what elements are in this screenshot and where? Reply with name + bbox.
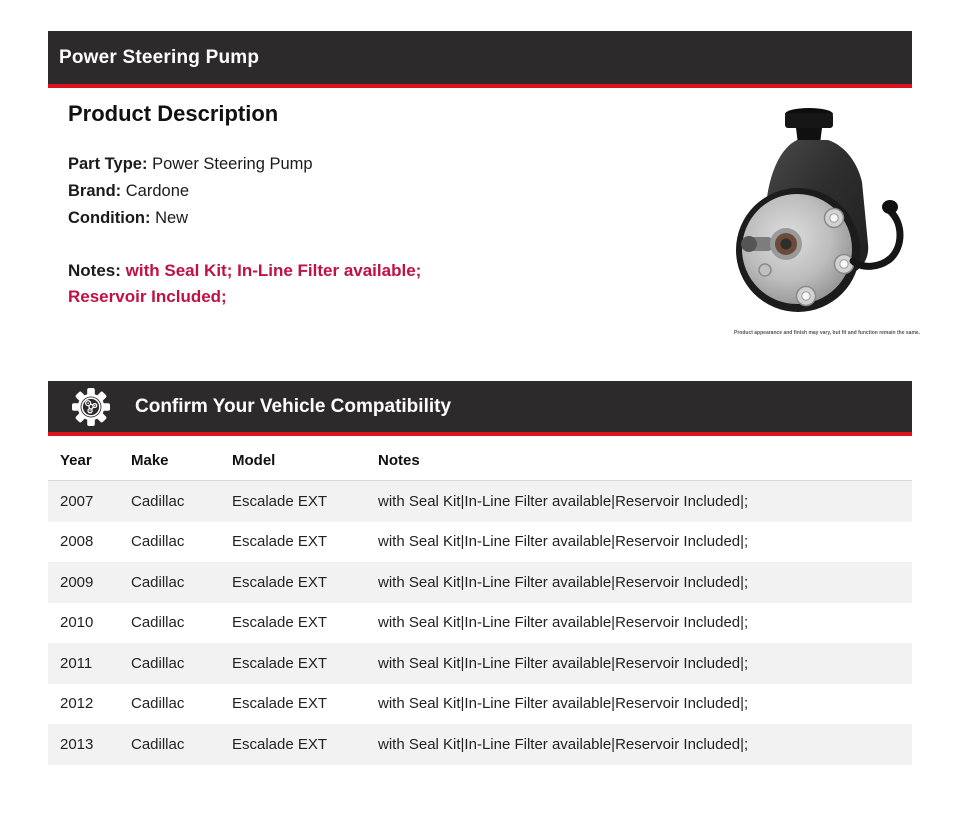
cell-year: 2013 [60, 735, 94, 753]
cell-notes: with Seal Kit|In-Line Filter available|Reservoir Included|; [378, 533, 749, 551]
cell-make: Cadillac [131, 735, 185, 753]
cell-make: Cadillac [131, 654, 185, 672]
cell-year: 2010 [60, 614, 94, 632]
cell-model: Escalade EXT [232, 533, 328, 551]
field-value: Power Steering Pump [152, 155, 313, 173]
cell-model: Escalade EXT [232, 492, 328, 510]
cell-make: Cadillac [131, 492, 185, 510]
cell-notes: with Seal Kit|In-Line Filter available|Reservoir Included|; [378, 735, 749, 753]
gear-chain-icon [72, 388, 110, 426]
cell-year: 2007 [60, 492, 94, 510]
column-header-model: Model [232, 440, 378, 481]
field-label: Brand: [68, 182, 122, 200]
cell-year: 2011 [60, 654, 93, 672]
table-row [48, 481, 912, 522]
page-title: Power Steering Pump [59, 46, 260, 68]
product-description-heading: Product Description [68, 101, 279, 126]
table-row [48, 562, 912, 603]
cell-notes: with Seal Kit|In-Line Filter available|Reservoir Included|; [378, 492, 749, 510]
table-row [48, 522, 912, 563]
cell-model: Escalade EXT [232, 654, 328, 672]
column-header-year: Year [48, 440, 131, 481]
cell-year: 2012 [60, 695, 94, 713]
cell-notes: with Seal Kit|In-Line Filter available|Reservoir Included|; [378, 573, 749, 591]
cell-year: 2009 [60, 573, 94, 591]
cell-make: Cadillac [131, 695, 185, 713]
cell-notes: with Seal Kit|In-Line Filter available|Reservoir Included|; [378, 654, 749, 672]
table-row [48, 684, 912, 725]
cell-model: Escalade EXT [232, 573, 328, 591]
column-header-notes: Notes [378, 440, 912, 481]
product-image [734, 106, 921, 336]
cell-notes: with Seal Kit|In-Line Filter available|Reservoir Included|; [378, 614, 749, 632]
cell-make: Cadillac [131, 614, 185, 632]
notes-value: with Seal Kit; In-Line Filter available; Reservoir Included; [68, 261, 422, 306]
column-header-make: Make [131, 440, 232, 481]
compatibility-header-bar [48, 381, 912, 436]
table-row [48, 643, 912, 684]
title-bar [48, 31, 912, 88]
image-disclaimer-caption: Product appearance and finish may vary, but fit and function remain the same. [734, 330, 921, 336]
cell-make: Cadillac [131, 573, 185, 591]
cell-notes: with Seal Kit|In-Line Filter available|Reservoir Included|; [378, 695, 749, 713]
notes-line [68, 258, 458, 310]
field-label: Condition: [68, 209, 151, 227]
cell-model: Escalade EXT [232, 695, 328, 713]
notes-label: Notes: [68, 261, 121, 280]
field-label: Part Type: [68, 155, 148, 173]
compatibility-table [48, 440, 912, 765]
compatibility-heading: Confirm Your Vehicle Compatibility [135, 395, 452, 417]
cell-model: Escalade EXT [232, 614, 328, 632]
product-description-section [48, 88, 921, 381]
listing-page [48, 31, 921, 765]
table-row [48, 724, 912, 765]
field-value: Cardone [125, 182, 190, 200]
cell-year: 2008 [60, 533, 94, 551]
table-header-row [48, 440, 912, 481]
cell-make: Cadillac [131, 533, 185, 551]
cell-model: Escalade EXT [232, 735, 328, 753]
table-row [48, 603, 912, 644]
field-value: New [155, 209, 189, 227]
power-steering-pump-photo [734, 106, 906, 328]
